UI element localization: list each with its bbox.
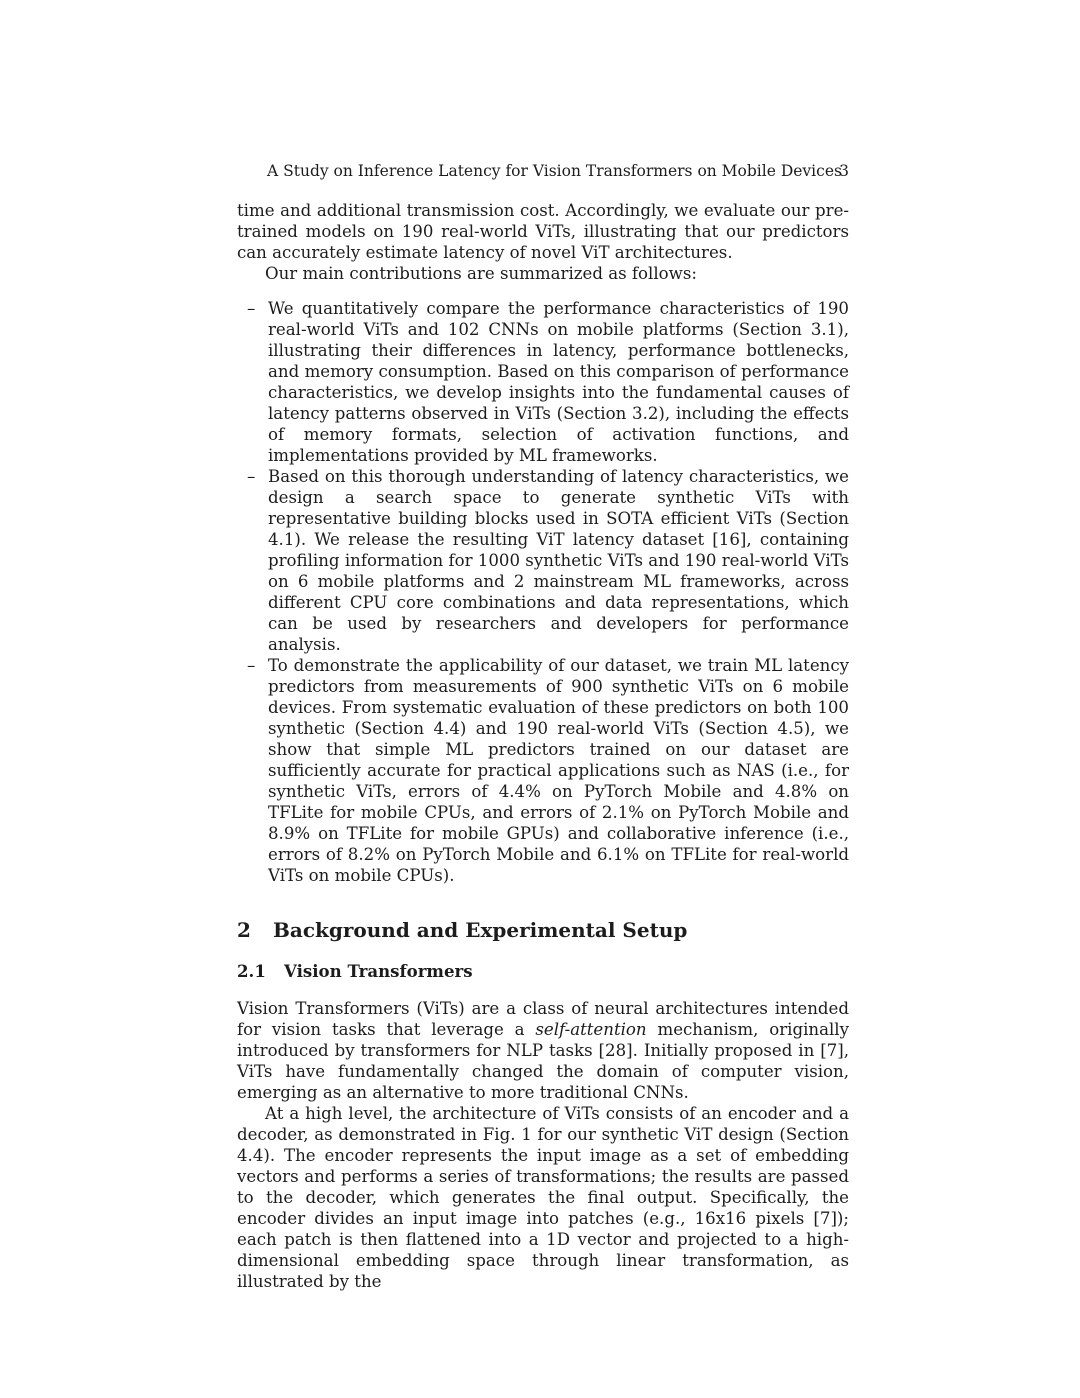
contribution-text: Based on this thorough understanding of latency characteristics, we design a search space to generate synthetic ViTs with representative building blocks used in SOTA efficient ViTs (Section 4.1). We release the resulting ViT latency dataset [16], containing profiling information for 1000 synthetic ViTs and 190 real-world ViTs on 6 mobile platforms and 2 mainstream ML frameworks, across different CPU core combinations and data representations, which can be used by researchers and developers for performance analysis. [268,467,849,654]
section-number: 2 [237,918,251,942]
vit-paragraph [237,998,849,1103]
subsection-title: Vision Transformers [284,961,473,981]
contribution-text: We quantitatively compare the performance characteristics of 190 real-world ViTs and 102 CNNs on mobile platforms (Section 3.1), illustrating their differences in latency, performance bottlenecks, and memory consumption. Based on this comparison of performance characteristics, we develop insights into the fundamental causes of latency patterns observed in ViTs (Section 3.2), including the effects of memory formats, selection of activation functions, and implementations provided by ML frameworks. [268,299,849,465]
contributions-list [237,298,849,886]
architecture-paragraph: At a high level, the architecture of ViTs consists of an encoder and a decoder, as demonstrated in Fig. 1 for our synthetic ViT design (Section 4.4). The encoder represents the input image as a set of embedding vectors and performs a series of transformations; the results are passed to the decoder, which generates the final output. Specifically, the encoder divides an input image into patches (e.g., 16x16 pixels [7]); each patch is then flattened into a 1D vector and projected to a high-dimensional embedding space through linear transformation, as illustrated by the [237,1104,849,1291]
contributions-intro: Our main contributions are summarized as follows: [265,264,697,283]
list-dash-marker: – [247,467,256,486]
contribution-text: To demonstrate the applicability of our dataset, we train ML latency predictors from measurements of 900 synthetic ViTs on 6 mobile devices. From systematic evaluation of these predictors on both 100 synthetic (Section 4.4) and 190 real-world ViTs (Section 4.5), we show that simple ML predictors trained on our dataset are sufficiently accurate for practical applications such as NAS (i.e., for synthetic ViTs, errors of 4.4% on PyTorch Mobile and 4.8% on TFLite for mobile CPUs, and errors of 2.1% on PyTorch Mobile and 8.9% on TFLite for mobile GPUs) and collaborative inference (i.e., errors of 8.2% on PyTorch Mobile and 6.1% on TFLite for real-world ViTs on mobile CPUs). [268,656,849,885]
self-attention-emphasis: self-attention [535,1020,647,1039]
list-dash-marker: – [247,656,256,675]
contribution-item [237,298,849,466]
section-heading [237,916,849,944]
page-number: 3 [839,162,849,180]
intro-continuation-paragraph: time and additional transmission cost. Accordingly, we evaluate our pre-trained models on 190 real-world ViTs, illustrating that our predictors can accurately estimate latency of novel ViT architectures. [237,201,849,262]
list-dash-marker: – [247,299,256,318]
running-head [237,158,849,180]
contribution-item [237,466,849,655]
section-title: Background and Experimental Setup [273,918,688,942]
vit-paragraph-start: Vision Transformers (ViTs) are a class of neural architectures intended for vision tasks that leverage a [237,999,849,1039]
contribution-item [237,655,849,886]
vit-paragraph-end: mechanism, originally introduced by transformers for NLP tasks [28]. Initially proposed in [7], ViTs have fundamentally changed the domain of computer vision, emerging as an alternative to more traditional CNNs. [237,1020,849,1102]
running-head-title: A Study on Inference Latency for Vision Transformers on Mobile Devices [267,162,842,180]
paper-page [237,158,849,1292]
subsection-number: 2.1 [237,961,266,981]
subsection-heading [237,960,849,982]
